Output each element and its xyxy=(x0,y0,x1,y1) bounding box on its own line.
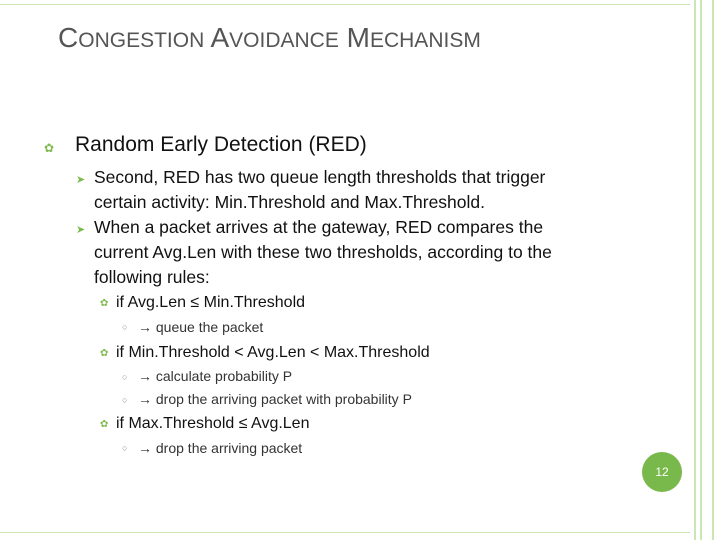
frame-line-top xyxy=(0,4,690,5)
rule-2-action-2 xyxy=(138,391,412,407)
slide-title xyxy=(58,22,481,54)
bullet-thresholds-line-2: certain activity: Min.Threshold and Max.Threshold. xyxy=(94,192,485,212)
arrow-icon: → xyxy=(138,440,152,456)
gear-bullet-icon: ✿ xyxy=(100,419,109,430)
circle-bullet-icon: ○ xyxy=(122,322,128,332)
page-number-badge: 12 xyxy=(642,452,682,492)
title-rest-3: ECHANISM xyxy=(369,29,481,52)
frame-line-vertical-1 xyxy=(694,0,696,540)
title-rest-1: ONGESTION xyxy=(78,29,205,52)
arrow-icon: → xyxy=(138,391,152,407)
rule-2-action-1 xyxy=(138,368,292,384)
circle-bullet-icon: ○ xyxy=(122,372,128,382)
leaf-bullet-icon: ➤ xyxy=(76,174,86,186)
circle-bullet-icon: ○ xyxy=(122,395,128,405)
gear-bullet-icon: ✿ xyxy=(44,141,55,155)
rule-2: if Min.Threshold < Avg.Len < Max.Threshold xyxy=(116,344,430,361)
frame-line-vertical-2 xyxy=(700,0,702,540)
bullet-red-heading: Random Early Detection (RED) xyxy=(75,133,367,156)
gear-bullet-icon: ✿ xyxy=(100,348,109,359)
title-cap-1: C xyxy=(58,22,79,53)
frame-line-bottom xyxy=(0,532,690,533)
rule-1: if Avg.Len ≤ Min.Threshold xyxy=(116,294,306,311)
bullet-compare-line-2: current Avg.Len with these two thresholds, according to the xyxy=(94,242,552,262)
title-cap-3: M xyxy=(346,22,370,53)
circle-bullet-icon: ○ xyxy=(122,443,128,453)
rule-2-action-1-text: calculate probability P xyxy=(155,368,293,384)
rule-3-action-1-text: drop the arriving packet xyxy=(155,440,303,456)
frame-line-vertical-3 xyxy=(712,0,714,540)
bullet-compare-line-1: When a packet arrives at the gateway, RED compares the xyxy=(94,217,544,237)
bullet-compare-line-3: following rules: xyxy=(94,267,210,287)
title-cap-2: A xyxy=(210,22,230,53)
bullet-thresholds xyxy=(94,165,545,215)
rule-2-action-2-text: drop the arriving packet with probability P xyxy=(155,391,412,407)
rule-3: if Max.Threshold ≤ Avg.Len xyxy=(116,415,310,432)
bullet-compare xyxy=(94,215,552,290)
rule-1-action-1-text: queue the packet xyxy=(155,319,264,335)
bullet-thresholds-line-1: Second, RED has two queue length thresholds that trigger xyxy=(94,167,546,187)
arrow-icon: → xyxy=(138,368,152,384)
leaf-bullet-icon: ➤ xyxy=(76,224,86,236)
title-rest-2: VOIDANCE xyxy=(229,29,339,52)
arrow-icon: → xyxy=(138,319,152,335)
rule-3-action-1 xyxy=(138,440,302,456)
rule-1-action-1 xyxy=(138,319,263,335)
gear-bullet-icon: ✿ xyxy=(100,298,109,309)
